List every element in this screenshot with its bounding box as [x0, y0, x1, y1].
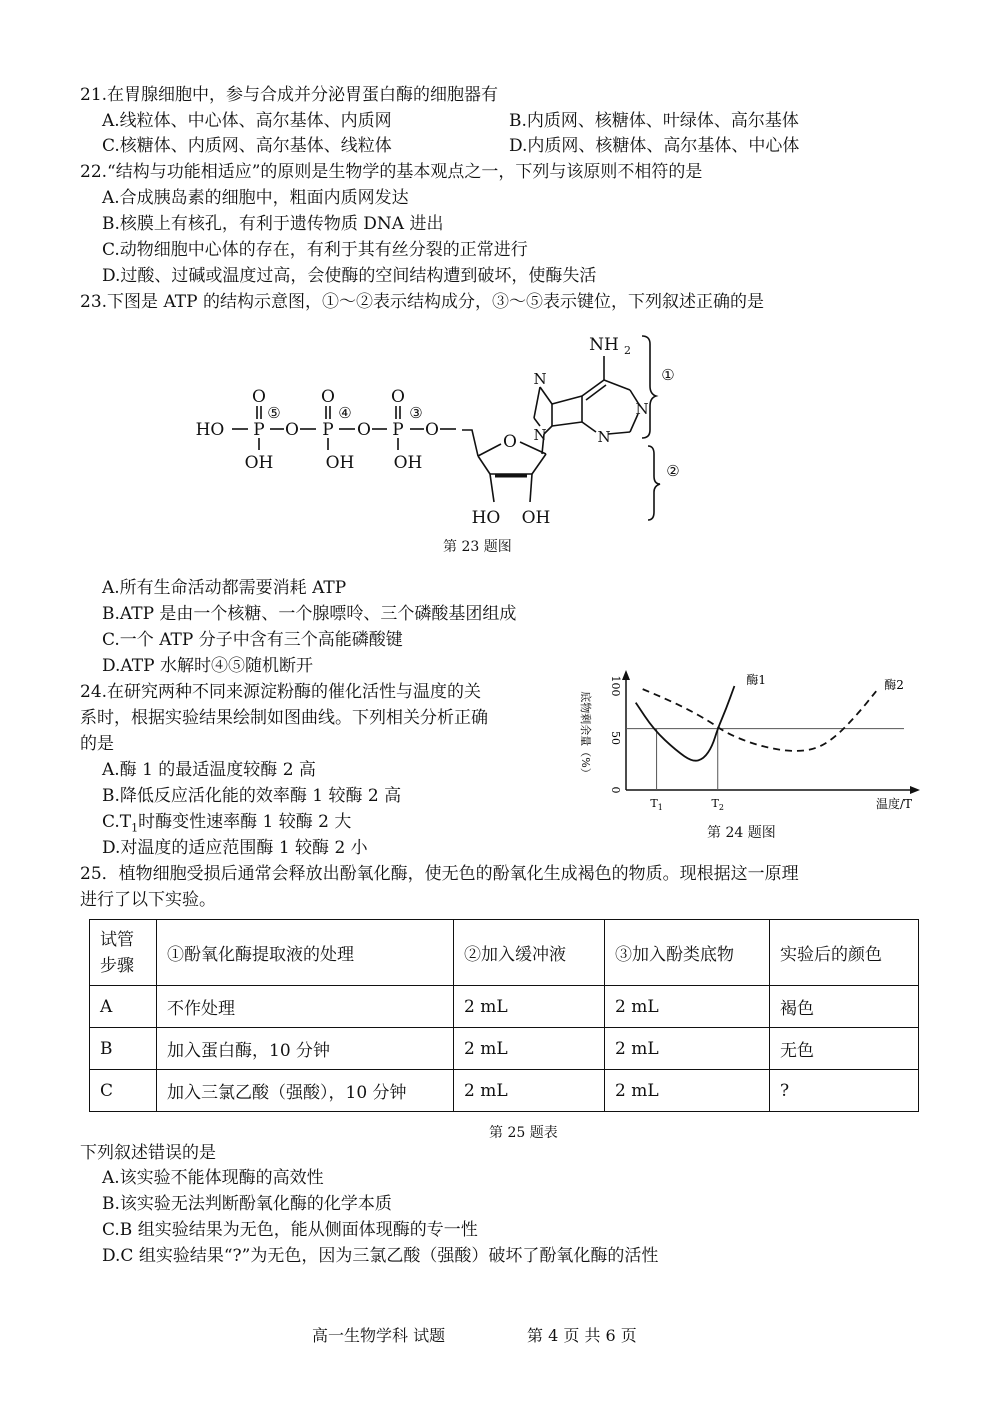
q24-stem-line3: 的是: [80, 734, 114, 754]
q25-table-caption: 第 25 题表: [489, 1125, 558, 1141]
q25-prompt: 下列叙述错误的是: [80, 1143, 216, 1163]
svg-text:O: O: [285, 420, 299, 440]
svg-text:④: ④: [338, 404, 352, 422]
svg-text:NH: NH: [589, 335, 619, 355]
legend-label-2: 酶2: [884, 678, 904, 693]
svg-text:HO: HO: [471, 508, 501, 528]
experiment-table: [89, 919, 919, 1112]
y-axis-label: 底物剩余量（%）: [579, 691, 592, 779]
q21-option-c: C.核糖体、内质网、高尔基体、线粒体: [102, 136, 392, 156]
table-row: [90, 1028, 919, 1070]
series-line-2: [643, 689, 877, 751]
table-cell: A: [90, 986, 157, 1028]
svg-text:P: P: [392, 420, 404, 440]
table-cell: 褐色: [770, 986, 919, 1028]
table-cell: 2 mL: [605, 1028, 770, 1070]
table-cell: 2 mL: [454, 1070, 605, 1112]
svg-text:O: O: [357, 420, 371, 440]
svg-text:2: 2: [624, 344, 631, 357]
svg-text:②: ②: [666, 462, 680, 480]
q23-stem: 23.下图是 ATP 的结构示意图，①～②表示结构成分，③～⑤表示键位，下列叙述正确的是: [80, 292, 764, 312]
y-tick-label: 100: [609, 675, 622, 697]
y-axis-arrow: [622, 670, 630, 680]
q24-option-d: D.对温度的适应范围酶 1 较酶 2 小: [102, 838, 368, 858]
svg-text:O: O: [391, 387, 405, 407]
table-row: [90, 1070, 919, 1112]
q24-figure-caption: 第 24 题图: [707, 825, 776, 841]
q24-stem-line2: 系时，根据实验结果绘制如图曲线。下列相关分析正确: [80, 708, 488, 728]
svg-text:OH: OH: [393, 453, 423, 473]
x-tick-label: $T_1$: [650, 797, 663, 812]
q21-option-b: B.内质网、核糖体、叶绿体、高尔基体: [509, 111, 799, 131]
q25-stem-line2: 进行了以下实验。: [80, 890, 216, 910]
svg-text:P: P: [322, 420, 334, 440]
svg-text:O: O: [503, 432, 517, 452]
table-header: ①酚氧化酶提取液的处理: [157, 920, 454, 986]
table-cell: 2 mL: [605, 1070, 770, 1112]
q21-option-d: D.内质网、核糖体、高尔基体、中心体: [509, 136, 800, 156]
x-tick-label: $T_2$: [711, 797, 724, 812]
svg-text:⑤: ⑤: [267, 404, 281, 422]
table-cell: 不作处理: [157, 986, 454, 1028]
q23-option-c: C.一个 ATP 分子中含有三个高能磷酸键: [102, 630, 403, 650]
svg-text:O: O: [321, 387, 335, 407]
svg-text:OH: OH: [244, 453, 274, 473]
svg-text:OH: OH: [325, 453, 355, 473]
q25-option-a: A.该实验不能体现酶的高效性: [102, 1168, 324, 1188]
svg-text:HO: HO: [195, 420, 225, 440]
q24-option-a: A.酶 1 的最适温度较酶 2 高: [102, 760, 316, 780]
x-axis-label: 温度/T: [875, 797, 912, 811]
svg-text:O: O: [252, 387, 266, 407]
q21-option-a: A.线粒体、中心体、高尔基体、内质网: [102, 111, 392, 131]
q22-option-c: C.动物细胞中心体的存在，有利于其有丝分裂的正常进行: [102, 240, 528, 260]
svg-text:O: O: [425, 420, 439, 440]
table-cell: 2 mL: [454, 986, 605, 1028]
x-axis-arrow: [910, 786, 920, 794]
table-header: ③加入酚类底物: [605, 920, 770, 986]
q24-stem-line1: 24.在研究两种不同来源淀粉酶的催化活性与温度的关: [80, 682, 482, 702]
q24-option-c: $C.T_1$时酶变性速率酶 1 较酶 2 大: [102, 812, 352, 835]
table-row: [90, 986, 919, 1028]
table-cell: 加入蛋白酶，10 分钟: [157, 1028, 454, 1070]
q25-stem-line1: 25．植物细胞受损后通常会释放出酚氧化酶，使无色的酚氧化生成褐色的物质。现根据这一原理: [80, 864, 799, 884]
q24-option-b: B.降低反应活化能的效率酶 1 较酶 2 高: [102, 786, 402, 806]
table-cell: ?: [770, 1070, 919, 1112]
table-header-corner: 试管 步骤: [90, 920, 157, 986]
svg-text:③: ③: [409, 404, 423, 422]
footer-subject: 高一生物学科 试题: [312, 1326, 446, 1345]
svg-text:N: N: [533, 426, 547, 444]
table-cell: B: [90, 1028, 157, 1070]
table-cell: C: [90, 1070, 157, 1112]
q22-option-d: D.过酸、过碱或温度过高，会使酶的空间结构遭到破坏，使酶失活: [102, 266, 597, 286]
q22-option-b: B.核膜上有核孔，有利于遗传物质 DNA 进出: [102, 214, 444, 234]
q23-option-b: B.ATP 是由一个核糖、一个腺嘌呤、三个磷酸基团组成: [102, 604, 517, 624]
q25-option-c: C.B 组实验结果为无色，能从侧面体现酶的专一性: [102, 1220, 478, 1240]
y-tick-label: 0: [609, 786, 622, 794]
q25-option-b: B.该实验无法判断酚氧化酶的化学本质: [102, 1194, 392, 1214]
q22-option-a: A.合成胰岛素的细胞中，粗面内质网发达: [102, 188, 409, 208]
q23-figure-caption: 第 23 题图: [443, 539, 512, 555]
q25-option-d: D.C 组实验结果“?”为无色，因为三氯乙酸（强酸）破坏了酚氧化酶的活性: [102, 1246, 659, 1266]
svg-text:P: P: [253, 420, 265, 440]
table-cell: 2 mL: [454, 1028, 605, 1070]
table-header: ②加入缓冲液: [454, 920, 605, 986]
atp-structure-figure: [190, 322, 690, 532]
table-header: 实验后的颜色: [770, 920, 919, 986]
svg-text:N: N: [533, 370, 547, 388]
q23-option-d: D.ATP 水解时④⑤随机断开: [102, 656, 313, 676]
q22-stem: 22.“结构与功能相适应”的原则是生物学的基本观点之一，下列与该原则不相符的是: [80, 162, 703, 182]
table-cell: 2 mL: [605, 986, 770, 1028]
table-header-row: [90, 920, 919, 986]
y-tick-label: 50: [609, 731, 622, 745]
svg-text:N: N: [635, 400, 649, 418]
table-cell: 加入三氯乙酸（强酸），10 分钟: [157, 1070, 454, 1112]
legend-label-1: 酶1: [746, 673, 767, 687]
table-cell: 无色: [770, 1028, 919, 1070]
enzyme-temperature-chart: [570, 660, 920, 820]
q21-stem: 21.在胃腺细胞中，参与合成并分泌胃蛋白酶的细胞器有: [80, 85, 499, 105]
footer-page: 第 4 页 共 6 页: [527, 1326, 637, 1345]
svg-text:N: N: [597, 428, 611, 446]
q23-option-a: A.所有生命活动都需要消耗 ATP: [102, 578, 347, 598]
series-line-1: [636, 686, 735, 761]
svg-text:OH: OH: [521, 508, 551, 528]
svg-text:①: ①: [661, 366, 675, 384]
